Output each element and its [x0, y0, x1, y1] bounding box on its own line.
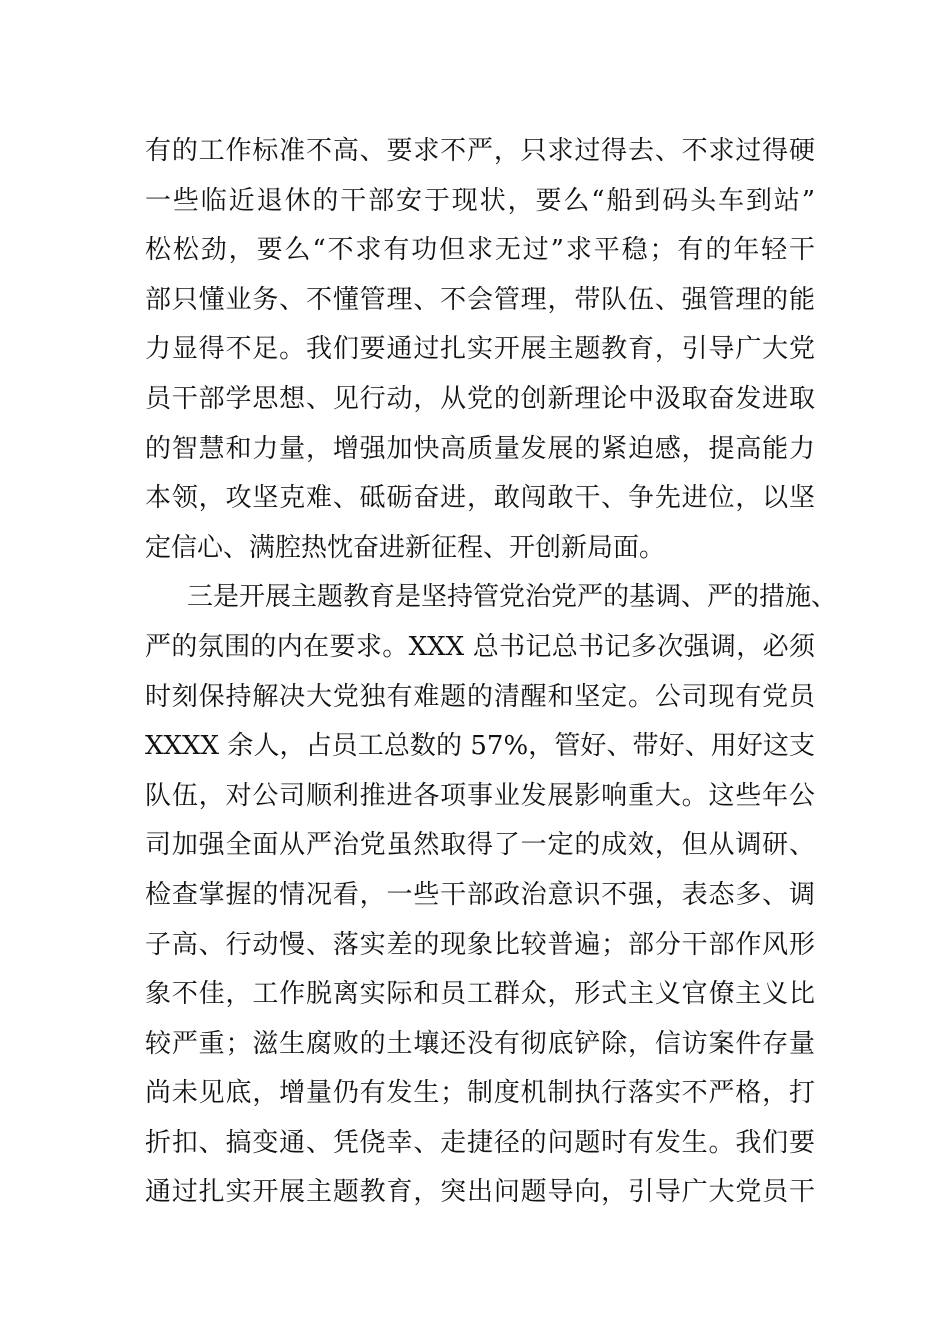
text-line: 严的氛围的内在要求。XXX 总书记总书记多次强调，必须 [145, 631, 815, 662]
text-line: 队伍，对公司顺利推进各项事业发展影响重大。这些年公 [145, 780, 815, 811]
text-line: 象不佳，工作脱离实际和员工群众，形式主义官僚主义比 [145, 979, 815, 1010]
text-line: 的智慧和力量，增强加快高质量发展的紧迫感，提高能力 [145, 433, 815, 464]
body-text [145, 127, 838, 1218]
paragraph-start-line: 三是开展主题教育是坚持管党治党严的基调、严的措施、 [187, 582, 838, 613]
text-line: 较严重；滋生腐败的土壤还没有彻底铲除，信访案件存量 [145, 1028, 815, 1059]
text-line: 松松劲，要么“不求有功但求无过”求平稳；有的年轻干 [145, 235, 815, 266]
text-line: 部只懂业务、不懂管理、不会管理，带队伍、强管理的能 [145, 284, 815, 315]
text-line: 本领，攻坚克难、砥砺奋进，敢闯敢干、争先进位，以坚 [145, 483, 815, 514]
text-line: 有的工作标准不高、要求不严，只求过得去、不求过得硬 [145, 136, 815, 166]
text-line: XXXX 余人，占员工总数的 57%，管好、带好、用好这支 [145, 731, 815, 762]
text-line: 通过扎实开展主题教育，突出问题导向，引导广大党员干 [145, 1177, 815, 1208]
text-line: 力显得不足。我们要通过扎实开展主题教育，引导广大党 [145, 334, 815, 365]
text-line: 员干部学思想、见行动，从党的创新理论中汲取奋发进取 [145, 383, 815, 414]
text-line: 子高、行动慢、落实差的现象比较普遍；部分干部作风形 [145, 929, 815, 960]
text-line: 尚未见底，增量仍有发生；制度机制执行落实不严格，打 [145, 1078, 815, 1109]
text-line: 时刻保持解决大党独有难题的清醒和坚定。公司现有党员 [145, 681, 815, 712]
text-line: 检查掌握的情况看，一些干部政治意识不强，表态多、调 [145, 879, 815, 910]
text-line: 定信心、满腔热忱奋进新征程、开创新局面。 [145, 532, 666, 563]
text-line: 司加强全面从严治党虽然取得了一定的成效，但从调研、 [145, 830, 815, 861]
text-line: 一些临近退休的干部安于现状，要么“船到码头车到站” [145, 185, 815, 216]
text-line: 折扣、搞变通、凭侥幸、走捷径的问题时有发生。我们要 [145, 1127, 815, 1158]
